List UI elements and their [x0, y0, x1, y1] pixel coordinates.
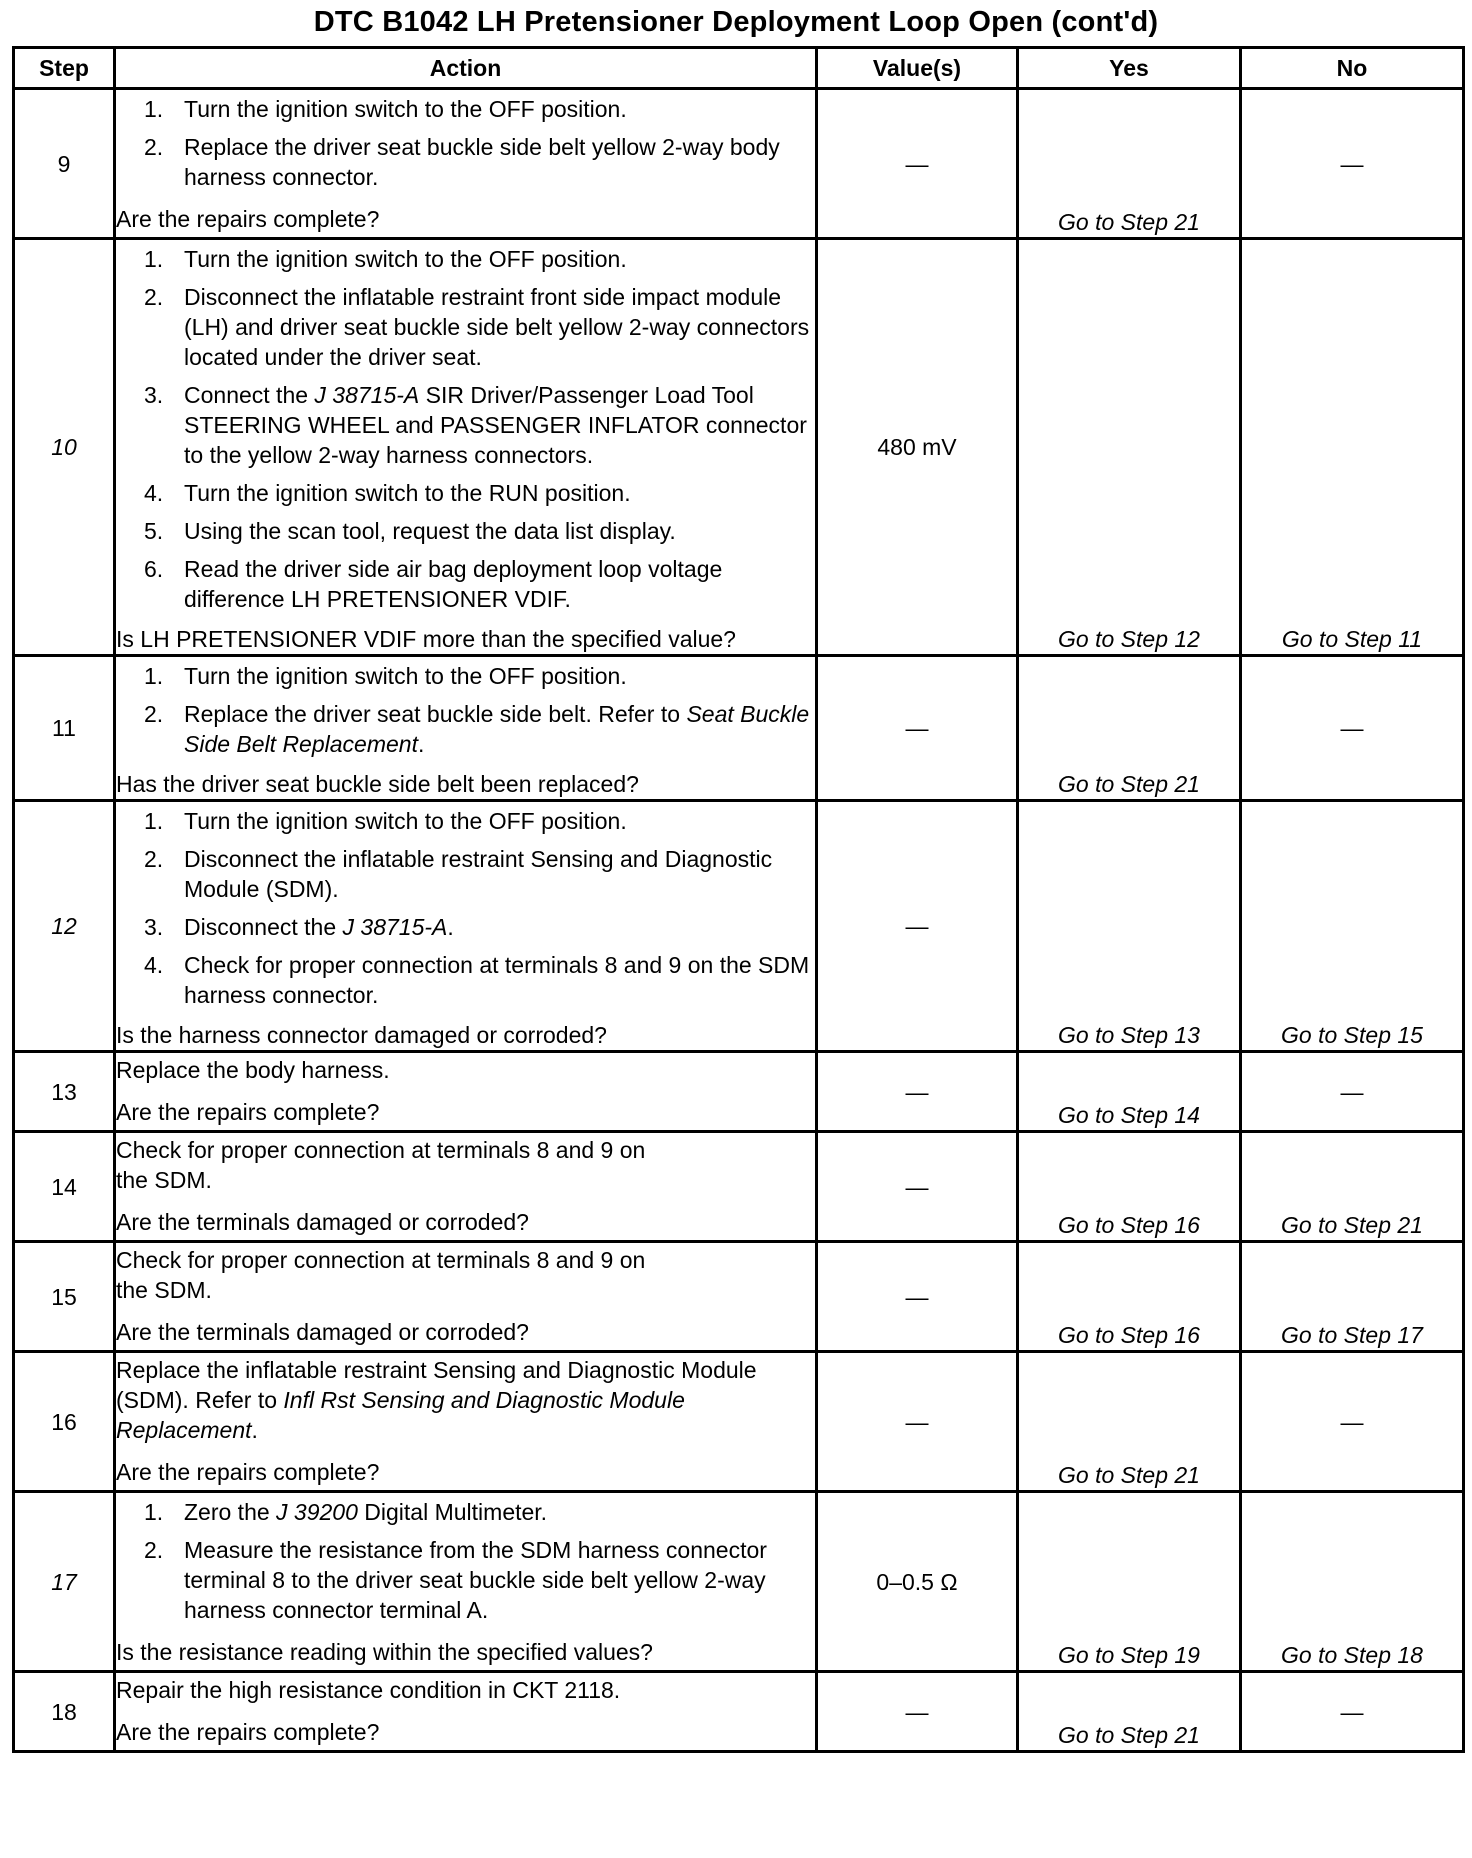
table-row [14, 89, 1464, 239]
action-cell [115, 89, 817, 239]
action-instruction: Repair the high resistance condition in CKT 2118. [116, 1677, 621, 1703]
action-cell [115, 1492, 817, 1672]
table-row [14, 1052, 1464, 1132]
table-row [14, 1492, 1464, 1672]
no-cell: — [1241, 1672, 1464, 1752]
action-cell [115, 239, 817, 656]
diagnostic-table [12, 46, 1465, 1753]
yes-cell: Go to Step 19 [1018, 1492, 1241, 1672]
header-value: Value(s) [817, 48, 1018, 89]
action-instruction: Replace the inflatable restraint Sensing and Diagnostic Module (SDM). Refer to Infl Rst Sensing and Diagnostic Module Replacement. [116, 1357, 757, 1443]
action-question: Are the repairs complete? [116, 1459, 380, 1485]
action-question: Has the driver seat buckle side belt been replaced? [116, 771, 639, 797]
yes-cell: Go to Step 21 [1018, 89, 1241, 239]
step-number: 16 [14, 1352, 115, 1492]
yes-cell: Go to Step 16 [1018, 1242, 1241, 1352]
action-question: Are the repairs complete? [116, 206, 380, 232]
action-cell [115, 656, 817, 801]
action-item: 6. Read the driver side air bag deployment loop voltage difference LH PRETENSIONER VDIF. [144, 556, 723, 612]
no-cell: Go to Step 18 [1241, 1492, 1464, 1672]
table-row [14, 1242, 1464, 1352]
table-row [14, 1352, 1464, 1492]
header-no: No [1241, 48, 1464, 89]
step-number: 13 [14, 1052, 115, 1132]
step-number: 12 [14, 801, 115, 1052]
action-question: Are the terminals damaged or corroded? [116, 1209, 529, 1235]
action-instruction: Check for proper connection at terminals 8 and 9 on the SDM. [116, 1137, 646, 1193]
header-action: Action [115, 48, 817, 89]
value-cell: 0–0.5 Ω [817, 1492, 1018, 1672]
no-cell: Go to Step 21 [1241, 1132, 1464, 1242]
no-cell: Go to Step 11 [1241, 239, 1464, 656]
action-item: 1. Turn the ignition switch to the OFF position. [144, 663, 627, 689]
action-item: 2. Replace the driver seat buckle side belt. Refer to Seat Buckle Side Belt Replacement. [144, 701, 810, 757]
action-question: Are the terminals damaged or corroded? [116, 1319, 529, 1345]
table-row [14, 801, 1464, 1052]
action-cell [115, 1052, 817, 1132]
action-cell [115, 1132, 817, 1242]
action-item: 2. Disconnect the inflatable restraint Sensing and Diagnostic Module (SDM). [144, 846, 773, 902]
yes-cell: Go to Step 14 [1018, 1052, 1241, 1132]
action-question: Are the repairs complete? [116, 1099, 380, 1125]
step-number: 11 [14, 656, 115, 801]
action-cell [115, 1242, 817, 1352]
action-item: 1. Turn the ignition switch to the OFF position. [144, 96, 627, 122]
action-item: 2. Measure the resistance from the SDM harness connector terminal 8 to the driver seat buckle side belt yellow 2-way harness connector terminal A. [144, 1537, 767, 1623]
value-cell: — [817, 801, 1018, 1052]
yes-cell: Go to Step 21 [1018, 1352, 1241, 1492]
value-cell: 480 mV [817, 239, 1018, 656]
action-cell [115, 1352, 817, 1492]
table-row [14, 1132, 1464, 1242]
table-row [14, 1672, 1464, 1752]
no-cell: Go to Step 15 [1241, 801, 1464, 1052]
no-cell: — [1241, 656, 1464, 801]
value-cell: — [817, 1132, 1018, 1242]
no-cell: — [1241, 1052, 1464, 1132]
action-question: Is the resistance reading within the specified values? [116, 1639, 653, 1665]
yes-cell: Go to Step 21 [1018, 656, 1241, 801]
yes-cell: Go to Step 21 [1018, 1672, 1241, 1752]
action-question: Is the harness connector damaged or corroded? [116, 1022, 607, 1048]
yes-cell: Go to Step 16 [1018, 1132, 1241, 1242]
value-cell: — [817, 1242, 1018, 1352]
yes-cell: Go to Step 13 [1018, 801, 1241, 1052]
action-cell [115, 801, 817, 1052]
step-number: 14 [14, 1132, 115, 1242]
action-item: 1. Turn the ignition switch to the OFF position. [144, 808, 627, 834]
value-cell: — [817, 89, 1018, 239]
header-row [14, 48, 1464, 89]
action-item: 5. Using the scan tool, request the data list display. [144, 518, 676, 544]
no-cell: — [1241, 1352, 1464, 1492]
step-number: 10 [14, 239, 115, 656]
header-yes: Yes [1018, 48, 1241, 89]
action-instruction: Replace the body harness. [116, 1057, 390, 1083]
no-cell: — [1241, 89, 1464, 239]
action-item: 4. Check for proper connection at terminals 8 and 9 on the SDM harness connector. [144, 952, 810, 1008]
step-number: 18 [14, 1672, 115, 1752]
action-item: 3. Connect the J 38715-A SIR Driver/Passenger Load Tool STEERING WHEEL and PASSENGER INFLATOR connector to the yellow 2-way harness connectors. [144, 382, 807, 468]
action-item: 3. Disconnect the J 38715-A. [144, 914, 454, 940]
header-step: Step [14, 48, 115, 89]
table-row [14, 656, 1464, 801]
action-item: 2. Replace the driver seat buckle side belt yellow 2-way body harness connector. [144, 134, 780, 190]
value-cell: — [817, 1352, 1018, 1492]
action-question: Is LH PRETENSIONER VDIF more than the specified value? [116, 626, 736, 652]
value-cell: — [817, 1672, 1018, 1752]
page-title: DTC B1042 LH Pretensioner Deployment Loop Open (cont'd) [313, 6, 1159, 38]
action-question: Are the repairs complete? [116, 1719, 380, 1745]
step-number: 9 [14, 89, 115, 239]
action-cell [115, 1672, 817, 1752]
value-cell: — [817, 656, 1018, 801]
no-cell: Go to Step 17 [1241, 1242, 1464, 1352]
action-item: 1. Turn the ignition switch to the OFF position. [144, 246, 627, 272]
value-cell: — [817, 1052, 1018, 1132]
step-number: 15 [14, 1242, 115, 1352]
yes-cell: Go to Step 12 [1018, 239, 1241, 656]
step-number: 17 [14, 1492, 115, 1672]
table-row [14, 239, 1464, 656]
action-item: 2. Disconnect the inflatable restraint front side impact module (LH) and driver seat buckle side belt yellow 2-way connectors located under the driver seat. [144, 284, 810, 370]
action-item: 1. Zero the J 39200 Digital Multimeter. [144, 1499, 548, 1525]
action-instruction: Check for proper connection at terminals 8 and 9 on the SDM. [116, 1247, 646, 1303]
action-item: 4. Turn the ignition switch to the RUN position. [144, 480, 631, 506]
